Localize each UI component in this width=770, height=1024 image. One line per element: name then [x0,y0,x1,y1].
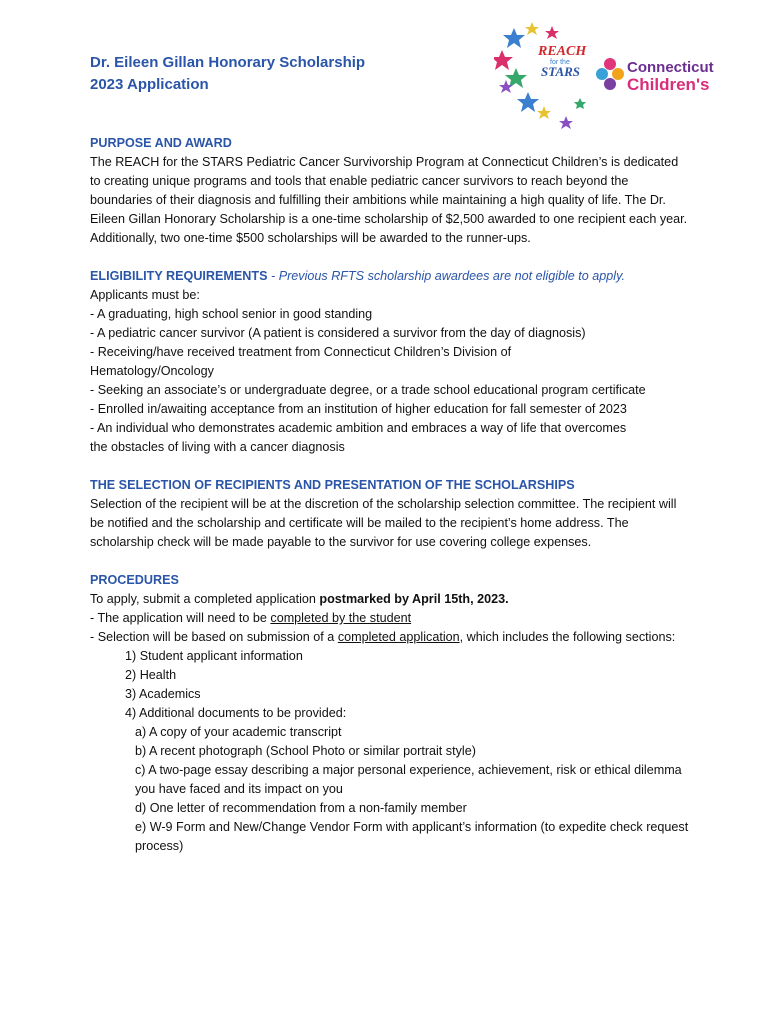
for-the-text: for the [550,59,570,66]
eligibility-section [90,267,690,457]
eligibility-heading-line [90,267,690,286]
selection-section [90,476,690,552]
section-item: 1) Student applicant information [125,649,303,663]
document-item: c) A two-page essay describing a major personal experience, achievement, risk or ethical dilemma you have faced and its impact on you [135,763,682,796]
eligibility-item: - A pediatric cancer survivor (A patient is considered a survivor from the day of diagnosis) [90,326,586,340]
eligibility-intro: Applicants must be: [90,288,200,302]
stars-text: STARS [541,64,581,79]
logo-dot [604,58,616,70]
purpose-body: The REACH for the STARS Pediatric Cancer Survivorship Program at Connecticut Children’s is dedicated to creating unique programs and tools that enable pediatric cancer survivors to reach beyond the boundaries of their diagnosis and fulfilling their ambitions while maintaining a high quality of life. The Dr. Eileen Gillan Honorary Scholarship is a one-time scholarship of $2,500 awarded to one recipient each year. Additionally, two one-time $500 scholarships will be awarded to the runner-ups. [90,155,688,245]
section-item: 2) Health [125,668,177,682]
connecticut-childrens-logo [596,52,736,96]
star-shape [503,28,525,48]
eligibility-separator: - [267,269,279,283]
document-title [90,52,365,96]
reach-text: REACH [538,44,587,59]
document-item: e) W-9 Form and New/Change Vendor Form with applicant’s information (to expedite check request process) [135,820,689,853]
procedures-line: - Selection will be based on submission of a completed application, which includes the following sections: [90,630,676,644]
section-item: 3) Academics [125,687,201,701]
procedures-section [90,571,690,856]
star-shape [559,116,573,129]
procedures-intro: To apply, submit a completed application postmarked by April 15th, 2023. [90,592,509,606]
logo-text-childrens: Children's [627,75,710,94]
document-body [90,134,690,856]
purpose-heading: PURPOSE AND AWARD [90,136,232,150]
eligibility-item: - Seeking an associate’s or undergraduate degree, or a trade school educational program certificate [90,383,646,397]
eligibility-heading: ELIGIBILITY REQUIREMENTS [90,269,268,283]
deadline-text: postmarked by April 15th, 2023. [319,592,509,606]
selection-heading: THE SELECTION OF RECIPIENTS AND PRESENTATION OF THE SCHOLARSHIPS [90,478,575,492]
logo-dot [604,78,616,90]
eligibility-item: - Enrolled in/awaiting acceptance from an institution of higher education for fall semester of 2023 [90,402,627,416]
document-item: a) A copy of your academic transcript [135,725,342,739]
title-line-1: Dr. Eileen Gillan Honorary Scholarship [90,54,366,71]
title-line-2: 2023 Application [90,76,209,93]
selection-body: Selection of the recipient will be at the discretion of the scholarship selection committee. The recipient will be notified and the scholarship and certificate will be mailed to the recipient’s home address. The scholarship check will be made payable to the survivor for use covering college expenses. [90,497,677,549]
logo-text-connecticut: Connecticut [627,59,714,76]
document-item: b) A recent photograph (School Photo or similar portrait style) [135,744,476,758]
reach-for-the-stars-logo [494,20,594,132]
eligibility-note: Previous RFTS scholarship awardees are not eligible to apply. [278,269,625,283]
star-shape [574,98,586,109]
document-item: d) One letter of recommendation from a non-family member [135,801,467,815]
purpose-section [90,134,690,248]
completed-application: completed application [337,630,460,644]
procedures-line: - The application will need to be completed by the student [90,611,412,625]
star-shape [525,22,539,35]
star-shape [517,92,539,112]
completed-by-student: completed by the student [270,611,412,625]
logo-dot [596,68,608,80]
star-shape [545,26,559,39]
star-shape [494,50,513,70]
eligibility-item: - Receiving/have received treatment from Connecticut Children’s Division of Hematology/Oncology [90,345,512,378]
eligibility-item: - An individual who demonstrates academic ambition and embraces a way of life that overcomes the obstacles of living with a cancer diagnosis [90,421,627,454]
star-shape [537,106,551,119]
eligibility-item: - A graduating, high school senior in good standing [90,307,373,321]
section-item: 4) Additional documents to be provided: [125,706,347,720]
procedures-heading: PROCEDURES [90,573,179,587]
logo-dot [612,68,624,80]
